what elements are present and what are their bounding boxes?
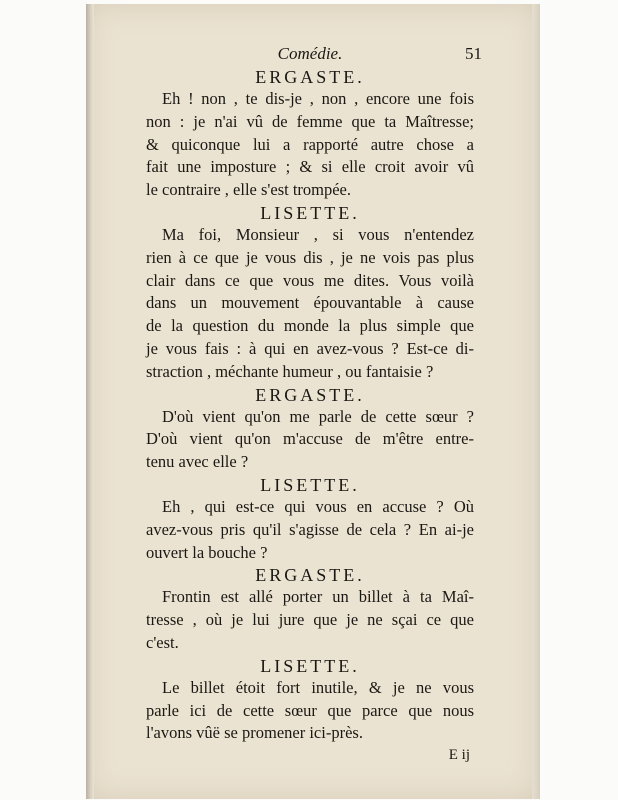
running-title: Comédie. [277, 44, 343, 63]
speech-line: Frontin est allé porter un billet à ta Maî- [162, 587, 474, 607]
speech-line: straction , méchante humeur , ou fantaisie ? [146, 361, 434, 381]
speech-line: & quiconque lui a rapporté autre chose a [146, 134, 474, 154]
speech-line: le contraire , elle s'est trompée. [146, 180, 352, 200]
page-gutter [86, 4, 94, 799]
speech-line: c'est. [146, 632, 179, 652]
speech-line: parle ici de cette sœur que parce que nous [146, 700, 474, 720]
catchword: E ij [448, 747, 470, 764]
speech-line: D'où vient qu'on me parle de cette sœur ? [162, 406, 474, 426]
speech-line: Eh , qui est-ce qui vous en accuse ? Où [162, 496, 474, 516]
speech-block [146, 88, 474, 202]
speech-line: D'où vient qu'on m'accuse de m'être entre- [146, 429, 474, 449]
speech-block [146, 406, 474, 474]
speaker-name: ERGASTE. [255, 384, 365, 405]
speech-block [146, 496, 474, 564]
speech-line: Le billet étoit fort inutile, & je ne vous [162, 677, 474, 697]
speech-block [146, 586, 474, 654]
speech-line: rien à ce que je vous dis , je ne vois pas plus [146, 247, 474, 267]
speech-line: tresse , où je lui jure que je ne sçai ce que [146, 610, 474, 630]
speech-line: je vous fais : à qui en avez-vous ? Est-ce di- [146, 338, 474, 358]
speaker-name: ERGASTE. [255, 565, 365, 586]
speech-line: de la question du monde la plus simple que [146, 316, 474, 336]
speaker-name: LISETTE. [260, 202, 360, 223]
speech-line: avez-vous pris qu'il s'agisse de cela ? En ai-je [146, 519, 474, 539]
speech-line: fait une imposture ; & si elle croit avoir vû [146, 157, 474, 177]
running-header [146, 44, 482, 64]
speech-line: Ma foi, Monsieur , si vous n'entendez [162, 224, 474, 244]
speech-block [146, 224, 474, 384]
speaker-name: LISETTE. [260, 474, 360, 495]
page-number: 51 [465, 44, 482, 63]
speech-line: l'avons vûë se promener ici-près. [146, 723, 363, 743]
speech-line: dans un mouvement épouvantable à cause [146, 293, 474, 313]
speech-line: non : je n'ai vû de femme que ta Maîtresse; [146, 111, 474, 131]
speech-block [146, 677, 474, 745]
speech-line: tenu avec elle ? [146, 452, 249, 472]
page-edge [532, 4, 540, 799]
page-text [146, 44, 482, 764]
speech-line: clair dans ce que vous me dites. Vous voilà [146, 270, 474, 290]
speaker-name: LISETTE. [260, 655, 360, 676]
speech-line: ouvert la bouche ? [146, 542, 268, 562]
dialogue [146, 66, 474, 745]
speech-line: Eh ! non , te dis-je , non , encore une fois [162, 89, 474, 108]
speaker-name: ERGASTE. [255, 67, 365, 87]
